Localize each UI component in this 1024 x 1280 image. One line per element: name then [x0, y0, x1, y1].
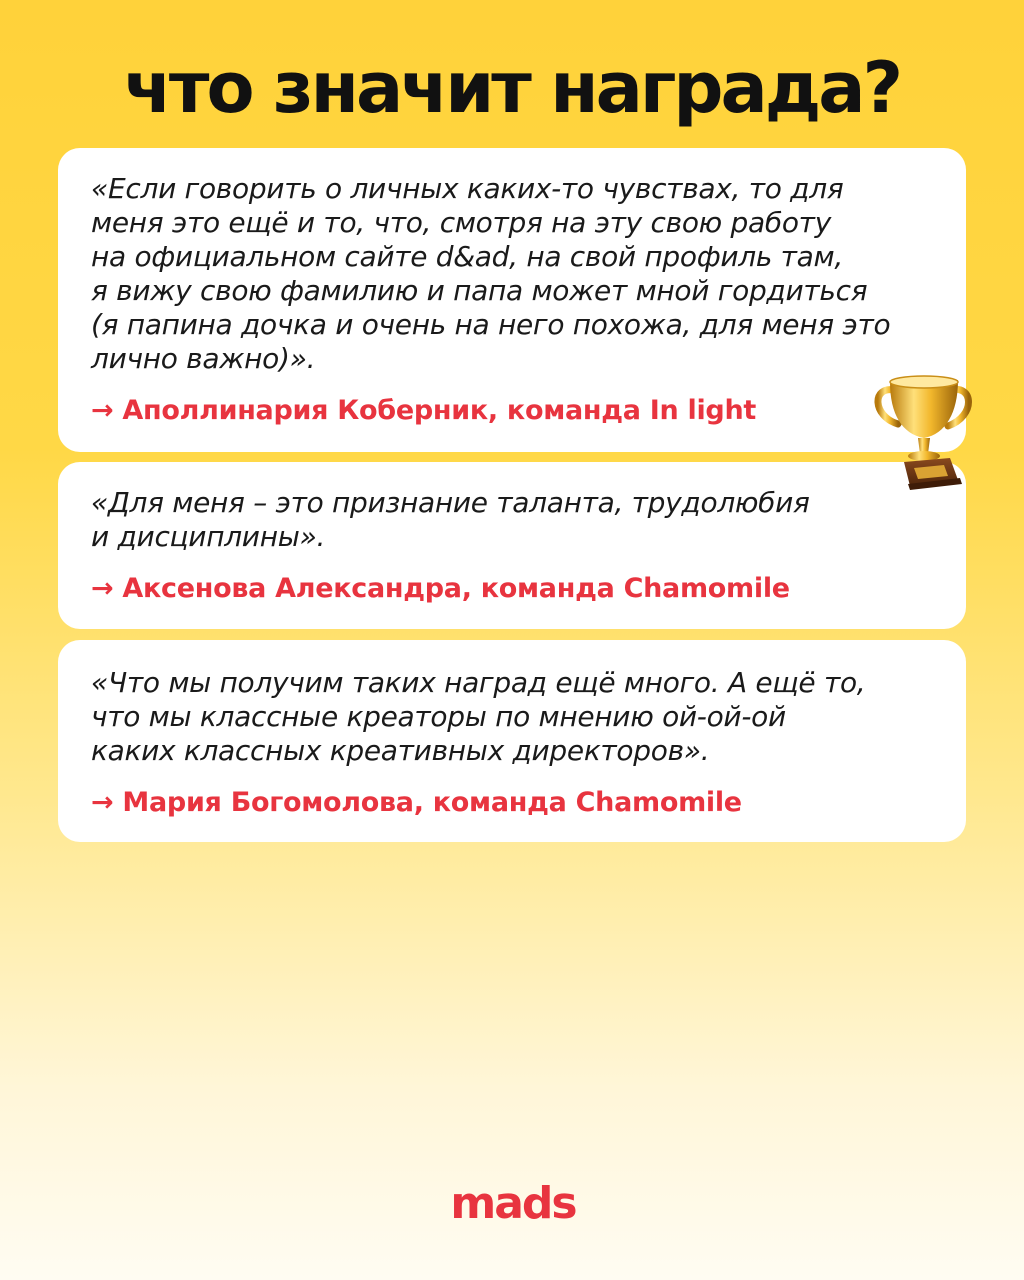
trophy-icon: [868, 372, 980, 494]
mads-logo: [442, 1178, 584, 1232]
quote-line: лично важно)».: [91, 342, 316, 375]
quote-line: что мы классные креаторы по мнению ой-ой-ой: [91, 700, 786, 733]
logo-text: mads: [450, 1178, 576, 1229]
quote-card-3: [58, 640, 966, 842]
quote-author: → Мария Богомолова, команда Chamomile: [91, 787, 742, 818]
quote-card-2: [58, 462, 966, 629]
quote-text: [91, 148, 936, 376]
quote-line: «Что мы получим таких наград ещё много. А ещё то,: [91, 666, 866, 699]
page-title: что значит награда?: [123, 47, 901, 129]
quote-line: и дисциплины».: [91, 520, 326, 553]
quote-line: «Для меня – это признание таланта, трудолюбия: [91, 486, 810, 519]
quote-text: [91, 640, 936, 768]
quote-line: я вижу свою фамилию и папа может мной гордиться: [91, 274, 868, 307]
quote-card-1: [58, 148, 966, 452]
quote-line: каких классных креативных директоров».: [91, 734, 710, 767]
quote-line: «Если говорить о личных каких-то чувствах, то для: [91, 172, 844, 205]
quote-line: на официальном сайте d&ad, на свой профиль там,: [91, 240, 843, 273]
quote-line: (я папина дочка и очень на него похожа, для меня это: [91, 308, 891, 341]
quote-author: → Аксенова Александра, команда Chamomile: [91, 573, 790, 604]
quote-author: → Аполлинария Коберник, команда In light: [91, 395, 756, 426]
quote-text: [91, 462, 936, 554]
quote-line: меня это ещё и то, что, смотря на эту свою работу: [91, 206, 831, 239]
